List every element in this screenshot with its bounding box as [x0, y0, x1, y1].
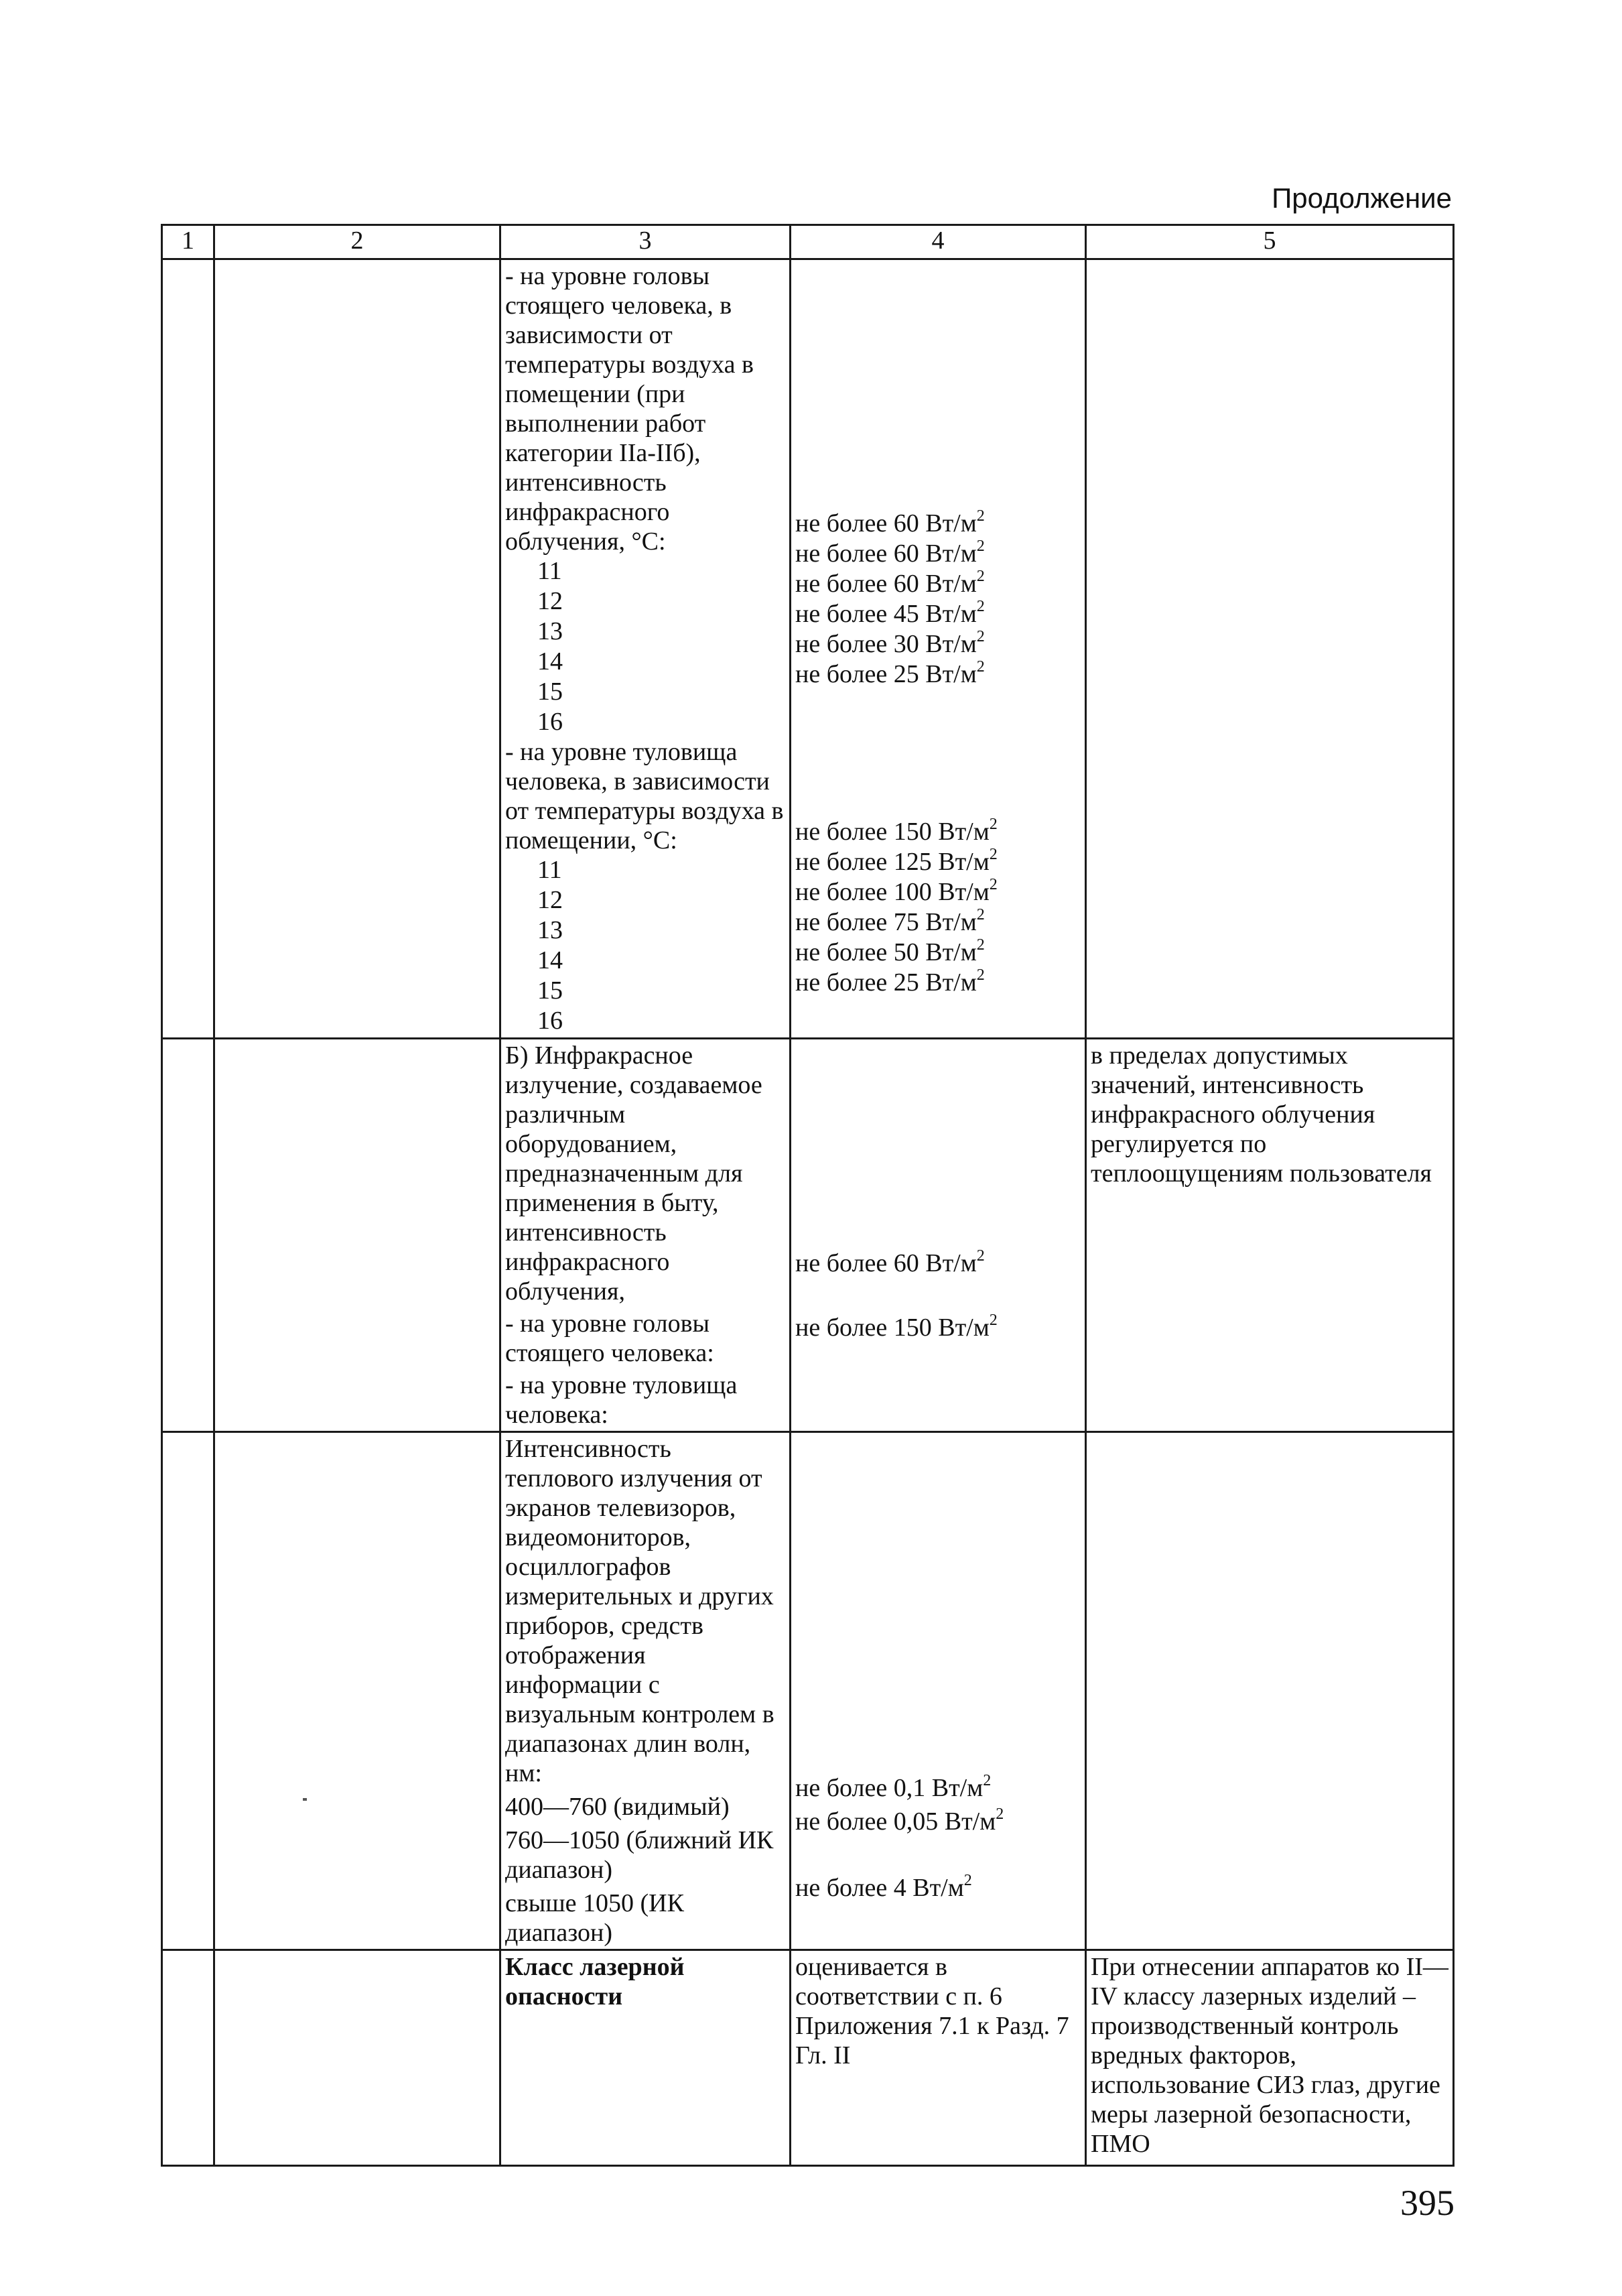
- unit-exponent: 2: [976, 936, 985, 954]
- norm-value: не более 60 Вт/м: [795, 539, 977, 568]
- unit-exponent: 2: [989, 816, 998, 833]
- cell-parameter: [500, 1039, 791, 1432]
- wavelength-range: свыше 1050 (ИК диапазон): [505, 1889, 684, 1947]
- column-number: 5: [1086, 225, 1454, 259]
- cell-col2: [214, 259, 500, 1039]
- norm-value: не более 150 Вт/м: [795, 1314, 990, 1342]
- column-number: 1: [162, 225, 214, 259]
- unit-exponent: 2: [989, 846, 998, 863]
- laser-class-assessment: оценивается в соответствии с п. 6 Приложения 7.1 к Разд. 7 Гл. II: [795, 1953, 1069, 2069]
- cell-norm: [791, 1950, 1086, 2166]
- norm-value: не более 30 Вт/м: [795, 630, 977, 658]
- temperature-value: 15: [537, 678, 563, 706]
- cell-col1: [162, 1432, 214, 1950]
- temperature-value: 16: [537, 708, 563, 736]
- laser-safety-note: При отнесении аппаратов ко II—IV классу лазерных изделий – производственный контроль вредных факторов, использование СИЗ глаз, другие меры лазерной безопасности, ПМО: [1091, 1953, 1448, 2158]
- norm-value: не более 25 Вт/м: [795, 660, 977, 688]
- cell-parameter: [500, 1432, 791, 1950]
- torso-level-description: - на уровне туловища человека, в зависимости от температуры воздуха в помещении, °С:: [505, 738, 784, 854]
- norm-value: не более 45 Вт/м: [795, 600, 977, 628]
- unit-exponent: 2: [976, 1247, 985, 1265]
- household-ir-description: Б) Инфракрасное излучение, создаваемое различным оборудованием, предназначенным для применения в быту, интенсивность инфракрасного облучения,: [505, 1041, 762, 1305]
- screen-radiation-description: Интенсивность теплового излучения от экранов телевизоров, видеомониторов, осциллографов измерительных и других приборов, средств отображения информации с визуальным контролем в диапазонах длин волн, нм:: [505, 1435, 774, 1787]
- cell-col2: [214, 1432, 500, 1950]
- temperature-value: 12: [537, 587, 563, 615]
- unit-exponent: 2: [976, 568, 985, 585]
- cell-norm: [791, 259, 1086, 1039]
- temperature-value: 15: [537, 976, 563, 1005]
- column-number: 2: [214, 225, 500, 259]
- cell-col2: [214, 1950, 500, 2166]
- cell-col2: [214, 1039, 500, 1432]
- wavelength-range: 760—1050 (ближний ИК диапазон): [505, 1826, 774, 1884]
- unit-exponent: 2: [989, 1312, 998, 1329]
- temperature-value: 11: [537, 856, 562, 884]
- unit-exponent: 2: [983, 1772, 992, 1789]
- norm-value: не более 4 Вт/м: [795, 1874, 964, 1902]
- norm-value: не более 25 Вт/м: [795, 968, 977, 997]
- table-row: [162, 1950, 1454, 2166]
- norm-value: не более 0,05 Вт/м: [795, 1807, 996, 1836]
- norm-value: не более 60 Вт/м: [795, 509, 977, 537]
- table-row: [162, 1039, 1454, 1432]
- unit-exponent: 2: [976, 966, 985, 984]
- regulation-note: в пределах допустимых значений, интенсивность инфракрасного облучения регулируется по теплоощущениям пользователя: [1091, 1041, 1432, 1188]
- cell-col1: [162, 259, 214, 1039]
- norm-value: не более 100 Вт/м: [795, 878, 990, 906]
- norm-value: не более 50 Вт/м: [795, 938, 977, 966]
- scan-speck: [303, 1798, 307, 1801]
- hygiene-standards-table: [161, 224, 1455, 2167]
- norm-value: не более 60 Вт/м: [795, 1249, 977, 1277]
- page-number: 395: [1400, 2183, 1455, 2223]
- temperature-value: 14: [537, 647, 563, 676]
- unit-exponent: 2: [989, 876, 998, 893]
- norm-value: не более 75 Вт/м: [795, 908, 977, 936]
- unit-exponent: 2: [976, 507, 985, 525]
- table-row: [162, 259, 1454, 1039]
- unit-exponent: 2: [996, 1805, 1004, 1823]
- laser-class-title: Класс лазерной опасности: [505, 1953, 685, 2011]
- temperature-value: 12: [537, 886, 563, 914]
- norm-value: не более 150 Вт/м: [795, 818, 990, 846]
- norm-value: не более 125 Вт/м: [795, 848, 990, 876]
- cell-note: [1086, 259, 1454, 1039]
- cell-note: [1086, 1950, 1454, 2166]
- table-row: [162, 1432, 1454, 1950]
- column-number-row: [162, 225, 1454, 259]
- unit-exponent: 2: [976, 628, 985, 645]
- temperature-value: 14: [537, 946, 563, 974]
- unit-exponent: 2: [963, 1872, 972, 1889]
- column-number: 4: [791, 225, 1086, 259]
- temperature-value: 16: [537, 1007, 563, 1035]
- cell-norm: [791, 1039, 1086, 1432]
- cell-col1: [162, 1039, 214, 1432]
- temperature-value: 11: [537, 557, 562, 585]
- head-level-label: - на уровне головы стоящего человека:: [505, 1310, 714, 1367]
- unit-exponent: 2: [976, 537, 985, 555]
- norm-value: не более 60 Вт/м: [795, 570, 977, 598]
- wavelength-range: 400—760 (видимый): [505, 1793, 730, 1821]
- temperature-value: 13: [537, 916, 563, 944]
- cell-norm: [791, 1432, 1086, 1950]
- norm-value: не более 0,1 Вт/м: [795, 1774, 984, 1802]
- unit-exponent: 2: [976, 598, 985, 615]
- cell-col1: [162, 1950, 214, 2166]
- head-level-description: - на уровне головы стоящего человека, в зависимости от температуры воздуха в помещении (при выполнении работ категории IIа-IIб), интенсивность инфракрасного облучения, °С:: [505, 262, 754, 556]
- cell-note: [1086, 1039, 1454, 1432]
- cell-parameter: [500, 259, 791, 1039]
- unit-exponent: 2: [976, 658, 985, 676]
- cell-parameter: [500, 1950, 791, 2166]
- torso-level-label: - на уровне туловища человека:: [505, 1371, 738, 1429]
- column-number: 3: [500, 225, 791, 259]
- cell-note: [1086, 1432, 1454, 1950]
- unit-exponent: 2: [976, 906, 985, 923]
- temperature-value: 13: [537, 617, 563, 645]
- continuation-label: Продолжение: [1272, 182, 1452, 214]
